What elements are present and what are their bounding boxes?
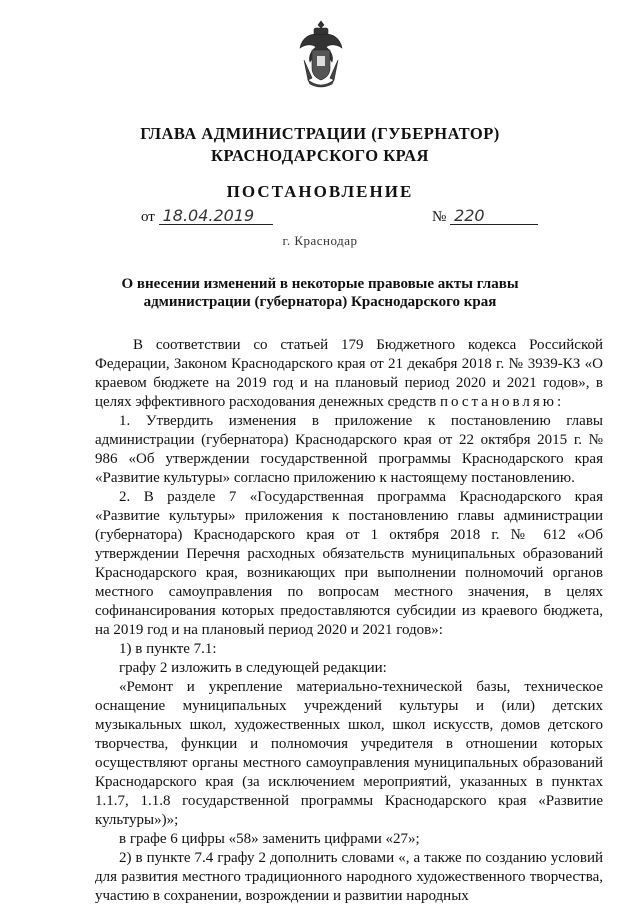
paragraph-2-2: 2) в пункте 7.4 графу 2 дополнить словами «, а также по созданию условий для развития местного традиционного народного художественного творчества, участию в сохранении, возрождении и развитии народных: [95, 850, 603, 904]
paragraph-2: 2. В разделе 7 «Государственная программа Краснодарского края «Развитие культуры» приложения к постановлению главы администрации (губернатора) Краснодарского края от 1 октября 2018 г. № 612 «Об утверждении Перечня расходных обязательств муниципальных образований Краснодарского края, возникающих при выполнении полномочий органов местного самоуправления по вопросам местного значения, в целях софинансирования которых предоставляются субсидии из краевого бюджета, на 2019 год и на плановый период 2020 и 2021 годов»:: [95, 489, 603, 638]
decree-word: постановляю:: [439, 394, 565, 410]
document-title-line2: администрации (губернатора) Краснодарского края: [143, 294, 497, 310]
date-field: [141, 207, 273, 226]
preamble-text: В соответствии со статьей 179 Бюджетного кодекса Российской Федерации, Законом Краснодарского края от 21 декабря 2018 г. № 3939-КЗ «О краевом бюджете на 2019 год и на плановый период 2020 и 2021 годов», в целях эффективного расходования денежных средств: [95, 337, 603, 410]
handwritten-number: 220: [450, 207, 538, 225]
issuer-title-line1: ГЛАВА АДМИНИСТРАЦИИ (ГУБЕРНАТОР): [140, 124, 500, 143]
number-field: [432, 207, 538, 226]
paragraph-2-1-a: графу 2 изложить в следующей редакции:: [119, 660, 387, 676]
handwritten-date: 18.04.2019: [159, 207, 273, 225]
number-prefix: №: [432, 209, 447, 225]
document-type: ПОСТАНОВЛЕНИЕ: [226, 182, 414, 201]
paragraph-2-1-b: в графе 6 цифры «58» заменить цифрами «27»;: [119, 831, 420, 847]
paragraph-1: 1. Утвердить изменения в приложение к постановлению главы администрации (губернатора) Краснодарского края от 22 октября 2015 г. № 986 «Об утверждении государственной программы Краснодарского края «Развитие культуры» согласно приложению к настоящему постановлению.: [95, 413, 603, 486]
paragraph-preamble: [95, 336, 603, 412]
document-title-line1: О внесении изменений в некоторые правовые акты главы: [121, 276, 519, 292]
city: г. Краснодар: [282, 233, 358, 248]
paragraph-2-1: 1) в пункте 7.1:: [119, 641, 217, 657]
document-body: [95, 336, 603, 906]
date-prefix: от: [141, 209, 155, 225]
coat-of-arms-icon: [298, 20, 344, 88]
issuer-title-line2: КРАСНОДАРСКОГО КРАЯ: [211, 146, 429, 165]
paragraph-2-1-quote: «Ремонт и укрепление материально-технической базы, техническое оснащение муниципальных учреждений культуры и (или) детских музыкальных школ, художественных школ, школ искусств, домов детского творчества, функции и полномочия учредителя в отношении которых осуществляют органы местного самоуправления муниципальных образований Краснодарского края (за исключением мероприятий, указанных в пунктах 1.1.7, 1.1.8 государственной программы Краснодарского края «Развитие культуры»)»;: [95, 679, 603, 828]
